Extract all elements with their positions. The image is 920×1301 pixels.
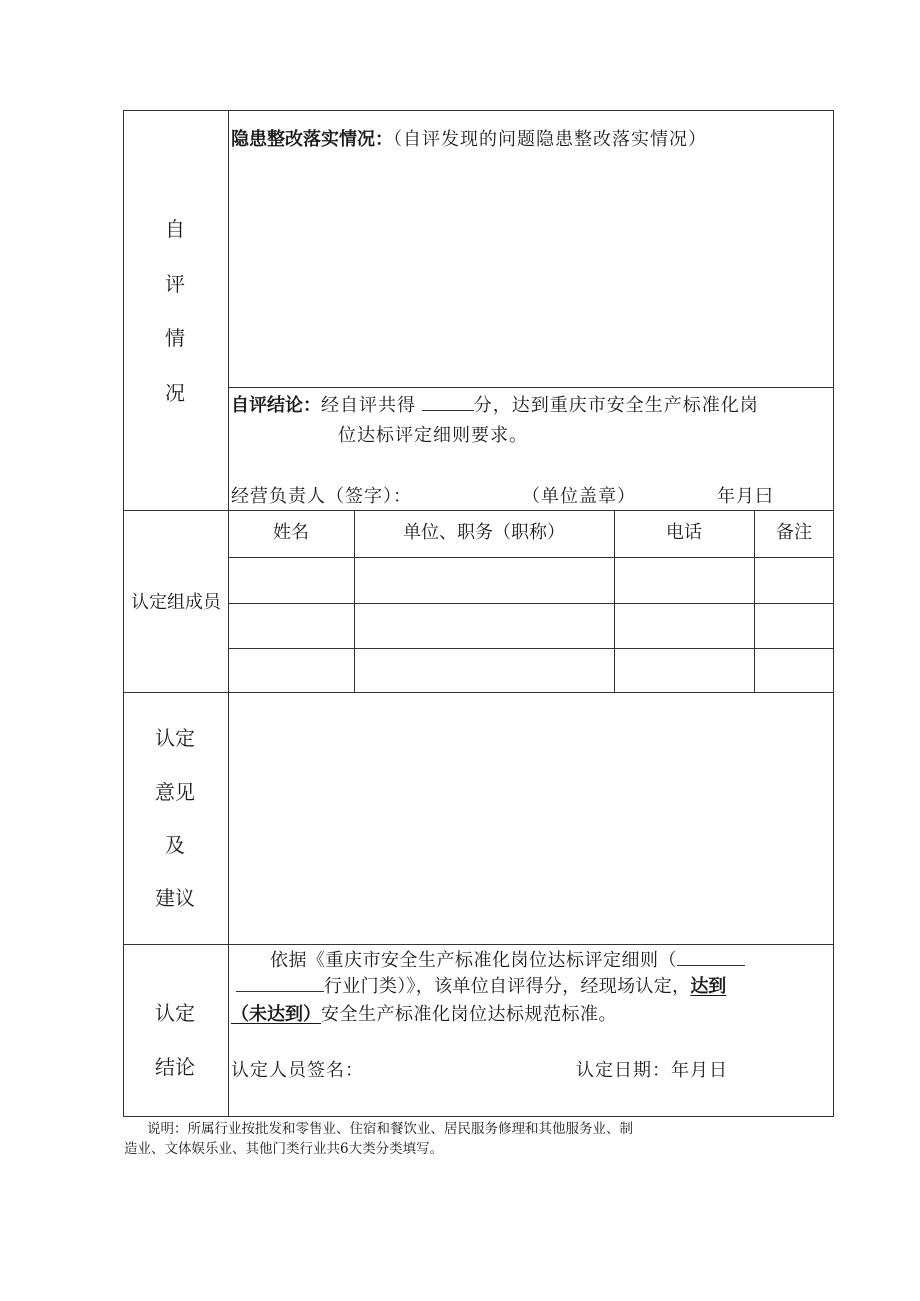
members-header-divider	[228, 557, 834, 558]
rectification-hint: （自评发现的问题隐患整改落实情况）	[393, 129, 707, 150]
self-eval-label-char: 况	[165, 381, 185, 405]
conclusion-text: 行业门类）》，该单位自评得分，经现场认定，	[324, 976, 691, 997]
opinion-label-line: 意见	[155, 780, 195, 804]
members-label: 认定组成员	[131, 592, 221, 613]
conclusion-text: 依据《重庆市安全生产标准化岗位达标评定细则（	[270, 950, 677, 971]
footnote-line-1: 说明：所属行业按批发和零售业、住宿和餐饮业、居民服务修理和其他服务业、制	[147, 1121, 633, 1137]
section-divider	[123, 944, 834, 945]
opinion-label-line: 建议	[155, 886, 195, 910]
section-divider	[123, 510, 834, 511]
self-eval-label-char: 情	[165, 326, 185, 350]
conclusion-label: 自评结论：	[231, 395, 321, 416]
members-row-divider	[228, 603, 834, 604]
industry-blank[interactable]	[677, 965, 745, 966]
header-name: 姓名	[273, 522, 309, 543]
footnote-line-2: 造业、文体娱乐业、其他门类行业共6大类分类填写。	[124, 1141, 444, 1157]
manager-signature-label: 经营负责人（签字）：	[231, 486, 412, 507]
conclusion-text: 分，达到重庆市安全生产标准化岗	[473, 395, 759, 416]
header-phone: 电话	[666, 522, 702, 543]
label-column-divider	[228, 110, 229, 1117]
conclusion-label-line: 结论	[155, 1055, 195, 1079]
rectification-status	[231, 131, 707, 149]
score-blank[interactable]	[422, 410, 474, 411]
conclusion-text: 经自评共得	[321, 395, 416, 416]
opinion-label-line: 认定	[155, 726, 195, 750]
industry-blank[interactable]	[236, 991, 324, 992]
header-unit-position: 单位、职务（职称）	[403, 522, 565, 543]
not-reach-option[interactable]: （未达到）	[231, 1004, 321, 1025]
certifier-signature-label: 认定人员签名：	[231, 1060, 364, 1081]
self-eval-label-char: 自	[165, 217, 185, 241]
conclusion-line-2	[236, 978, 726, 996]
conclusion-text: 安全生产标准化岗位达标规范标准。	[321, 1004, 617, 1025]
conclusion-line-3	[231, 1006, 617, 1024]
self-eval-label-char: 评	[165, 272, 185, 296]
section-divider	[123, 692, 834, 693]
conclusion-text: 位达标评定细则要求。	[338, 425, 528, 446]
members-row-divider	[228, 648, 834, 649]
self-eval-date: 年月曰	[717, 486, 774, 507]
self-eval-conclusion	[231, 397, 759, 415]
header-remarks: 备注	[776, 522, 812, 543]
conclusion-line-1	[270, 952, 745, 970]
reach-option[interactable]: 达到	[690, 976, 727, 997]
certification-date-label: 认定日期：年月日	[576, 1060, 728, 1081]
rectification-label: 隐患整改落实情况：	[231, 129, 393, 150]
unit-seal-label: （单位盖章）	[522, 486, 636, 507]
conclusion-label-line: 认定	[155, 1001, 195, 1025]
opinion-label-line: 及	[165, 833, 185, 857]
self-eval-divider	[228, 387, 834, 388]
